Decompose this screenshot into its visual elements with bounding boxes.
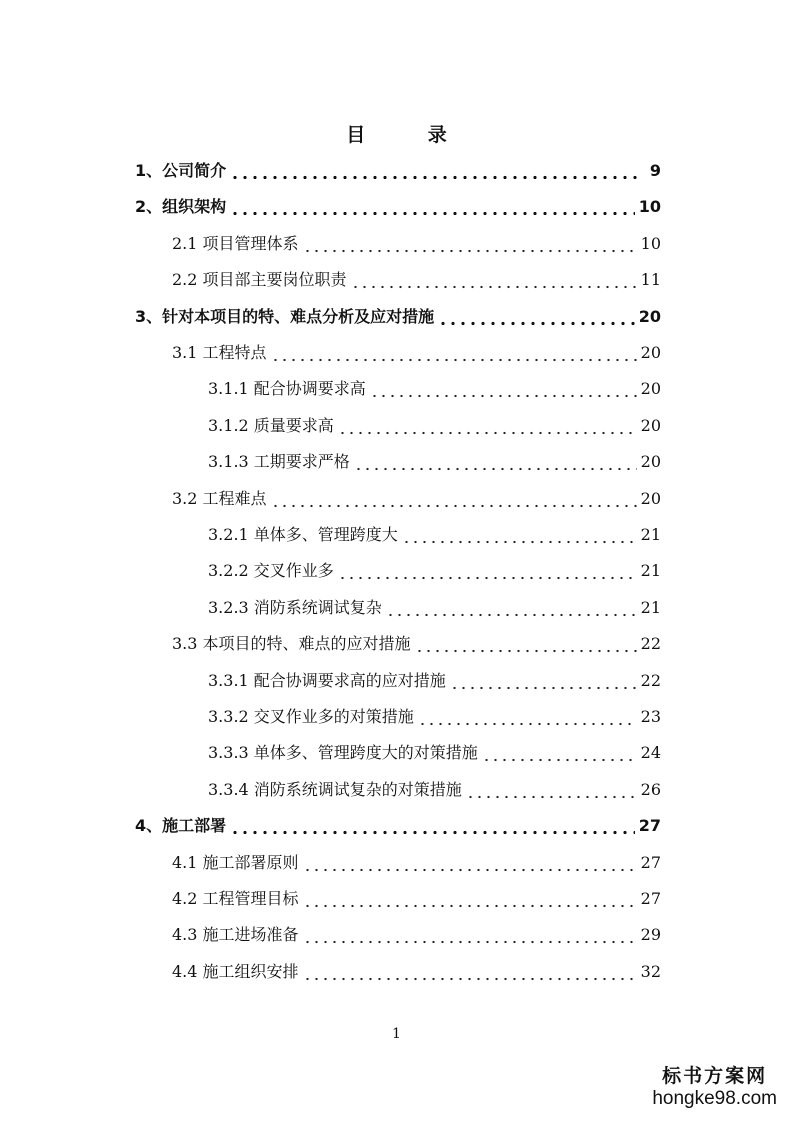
toc-entry[interactable] bbox=[208, 777, 661, 803]
toc-entry[interactable] bbox=[172, 267, 661, 293]
toc-entry-label: 3.2.3 消防系统调试复杂 bbox=[208, 597, 382, 617]
toc-entry[interactable] bbox=[208, 595, 661, 621]
toc-dot-leader bbox=[230, 162, 639, 180]
toc-entry-page: 21 bbox=[640, 525, 661, 544]
toc-dot-leader bbox=[450, 672, 637, 690]
toc-entry-page: 10 bbox=[638, 197, 661, 217]
toc-entry-label: 1、公司简介 bbox=[135, 161, 227, 180]
toc-entry-label: 2.1 项目管理体系 bbox=[172, 233, 299, 253]
toc-entry[interactable] bbox=[172, 631, 661, 657]
toc-entry-page: 24 bbox=[640, 743, 661, 763]
toc-entry-page: 20 bbox=[640, 488, 661, 508]
toc-entry[interactable] bbox=[208, 704, 661, 730]
toc-entry[interactable] bbox=[172, 922, 661, 948]
toc-entry-page: 32 bbox=[640, 961, 661, 981]
toc-entry[interactable] bbox=[135, 158, 661, 184]
toc-dot-leader bbox=[466, 781, 637, 799]
toc-dot-leader bbox=[354, 453, 637, 471]
toc-dot-leader bbox=[386, 599, 637, 617]
toc-entry-page: 22 bbox=[640, 670, 661, 690]
toc-dot-leader bbox=[338, 562, 637, 580]
toc-entry[interactable] bbox=[172, 886, 661, 912]
toc-entry[interactable] bbox=[208, 522, 661, 548]
toc-dot-leader bbox=[351, 271, 637, 289]
page-number: 1 bbox=[392, 1026, 401, 1042]
toc-entry-page: 27 bbox=[638, 816, 661, 836]
toc-dot-leader bbox=[415, 635, 637, 653]
toc-entry-page: 27 bbox=[640, 852, 661, 872]
toc-entry-page: 20 bbox=[640, 379, 661, 399]
toc-entry-page: 21 bbox=[640, 597, 661, 617]
toc-entry-label: 2、组织架构 bbox=[135, 197, 227, 217]
toc-entry[interactable] bbox=[135, 194, 661, 220]
toc-entry-label: 3.1.1 配合协调要求高 bbox=[208, 379, 366, 399]
toc-dot-leader bbox=[230, 817, 635, 835]
toc-entry[interactable] bbox=[172, 959, 661, 985]
toc-entry[interactable] bbox=[135, 304, 661, 330]
toc-entry-label: 3.1 工程特点 bbox=[172, 343, 267, 362]
toc-entry-label: 3、针对本项目的特、难点分析及应对措施 bbox=[135, 306, 435, 326]
toc-entry-page: 29 bbox=[640, 925, 661, 945]
toc-entry-label: 3.3 本项目的特、难点的应对措施 bbox=[172, 634, 411, 654]
toc-entry-label: 3.3.1 配合协调要求高的应对措施 bbox=[208, 670, 446, 690]
toc-dot-leader bbox=[303, 963, 637, 981]
toc-dot-leader bbox=[303, 926, 637, 944]
toc-dot-leader bbox=[303, 854, 637, 872]
toc-entry[interactable] bbox=[172, 486, 661, 512]
toc-entry-label: 3.2 工程难点 bbox=[172, 488, 267, 508]
toc-entry[interactable] bbox=[172, 231, 661, 257]
toc-entry-label: 3.1.2 质量要求高 bbox=[208, 415, 334, 435]
watermark-domain: hongke98.com bbox=[652, 1088, 777, 1109]
toc-entry-page: 23 bbox=[640, 707, 661, 726]
toc-entry[interactable] bbox=[208, 376, 661, 402]
toc-entry-page: 27 bbox=[640, 889, 661, 908]
toc-dot-leader bbox=[482, 744, 637, 762]
toc-entry-label: 4、施工部署 bbox=[135, 816, 227, 836]
toc-entry-page: 20 bbox=[640, 343, 661, 362]
toc-entry-page: 20 bbox=[640, 452, 661, 472]
toc-entry-label: 3.1.3 工期要求严格 bbox=[208, 452, 350, 472]
toc-dot-leader bbox=[303, 235, 637, 253]
toc-entry-label: 3.3.4 消防系统调试复杂的对策措施 bbox=[208, 779, 462, 799]
toc-dot-leader bbox=[370, 380, 637, 398]
toc-entry-label: 3.3.2 交叉作业多的对策措施 bbox=[208, 707, 414, 726]
toc-entry[interactable] bbox=[172, 340, 661, 366]
toc-entry-label: 4.2 工程管理目标 bbox=[172, 889, 299, 908]
toc-dot-leader bbox=[271, 344, 637, 362]
toc-dot-leader bbox=[338, 417, 637, 435]
toc-entry-label: 3.3.3 单体多、管理跨度大的对策措施 bbox=[208, 743, 478, 763]
toc-entry-label: 4.3 施工进场准备 bbox=[172, 925, 299, 945]
toc-entry-page: 22 bbox=[640, 634, 661, 654]
toc-entry-page: 20 bbox=[638, 306, 661, 326]
toc-dot-leader bbox=[271, 490, 637, 508]
watermark-chinese: 标书方案网 bbox=[662, 1066, 768, 1087]
toc-entry[interactable] bbox=[208, 449, 661, 475]
toc-entry-page: 10 bbox=[640, 233, 661, 253]
toc-title: 目 录 bbox=[346, 124, 475, 146]
toc-entry[interactable] bbox=[135, 813, 661, 839]
toc-entry-label: 4.1 施工部署原则 bbox=[172, 852, 299, 872]
watermark-logo bbox=[652, 1061, 777, 1110]
toc-dot-leader bbox=[303, 890, 637, 908]
toc-dot-leader bbox=[418, 708, 637, 726]
toc-entry-page: 20 bbox=[640, 415, 661, 435]
toc-entry-page: 21 bbox=[640, 561, 661, 581]
toc-entry-label: 4.4 施工组织安排 bbox=[172, 961, 299, 981]
toc-dot-leader bbox=[438, 308, 635, 326]
toc-entry-label: 3.2.2 交叉作业多 bbox=[208, 561, 334, 581]
toc-entry[interactable] bbox=[172, 850, 661, 876]
toc-entry-label: 3.2.1 单体多、管理跨度大 bbox=[208, 525, 398, 544]
toc-entry-page: 11 bbox=[640, 270, 661, 290]
toc-entry[interactable] bbox=[208, 668, 661, 694]
toc-dot-leader bbox=[230, 198, 635, 216]
toc-entry[interactable] bbox=[208, 413, 661, 439]
toc-entry-page: 26 bbox=[640, 779, 661, 799]
toc-entry-page: 9 bbox=[649, 161, 661, 180]
toc-dot-leader bbox=[402, 526, 637, 544]
toc-entry[interactable] bbox=[208, 740, 661, 766]
toc-entry-label: 2.2 项目部主要岗位职责 bbox=[172, 270, 347, 290]
toc-entry[interactable] bbox=[208, 558, 661, 584]
